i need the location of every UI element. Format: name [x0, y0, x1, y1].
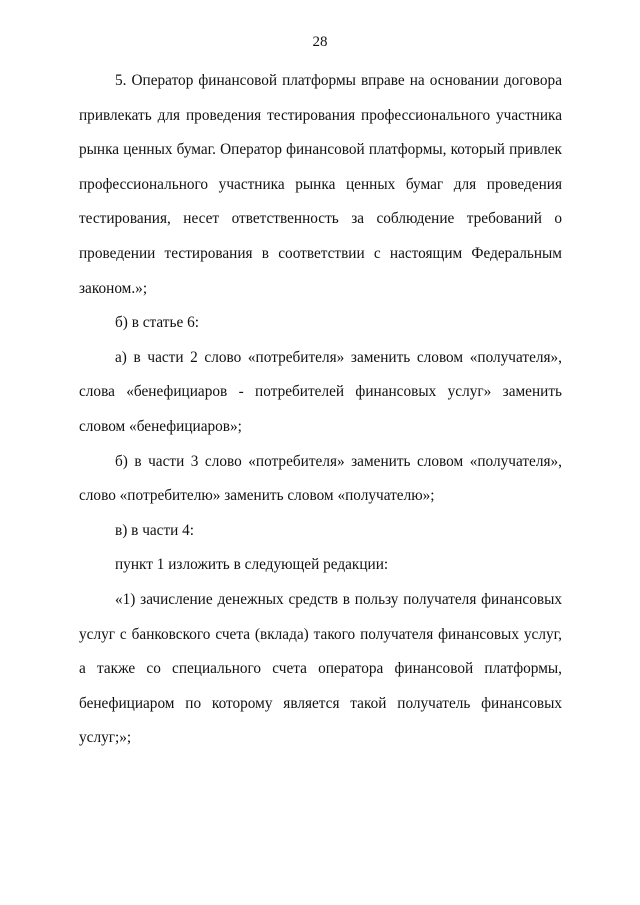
paragraph-item-1-intro: пункт 1 изложить в следующей редакции:: [115, 556, 389, 574]
page-number: 28: [312, 34, 328, 50]
paragraph-part-4: в) в части 4:: [115, 521, 195, 539]
document-body: [79, 64, 562, 756]
paragraph-part-2: а) в части 2 слово «потребителя» заменить словом «получателя», слова «бенефициаров - потребителей финансовых услуг» заменить словом «бенефициаров»;: [79, 348, 562, 435]
paragraph-article-6: б) в статье 6:: [115, 314, 199, 332]
paragraph-part-3: б) в части 3 слово «потребителя» заменить словом «получателя», слово «потребителю» заменить словом «получателю»;: [79, 452, 562, 505]
paragraph-item-1-text: «1) зачисление денежных средств в пользу получателя финансовых услуг с банковского счета (вклада) такого получателя финансовых услуг, а также со специального счета оператора финансовой платформы, бенефициаром по которому является такой получатель финансовых услуг;»;: [79, 590, 562, 747]
paragraph-operator-testing: 5. Оператор финансовой платформы вправе на основании договора привлекать для проведения тестирования профессионального участника рынка ценных бумаг. Оператор финансовой платформы, который привлек профессионального участника рынка ценных бумаг для проведения тестирования, несет ответственность за соблюдение требований о проведении тестирования в соответствии с настоящим Федеральным законом.»;: [79, 72, 562, 297]
